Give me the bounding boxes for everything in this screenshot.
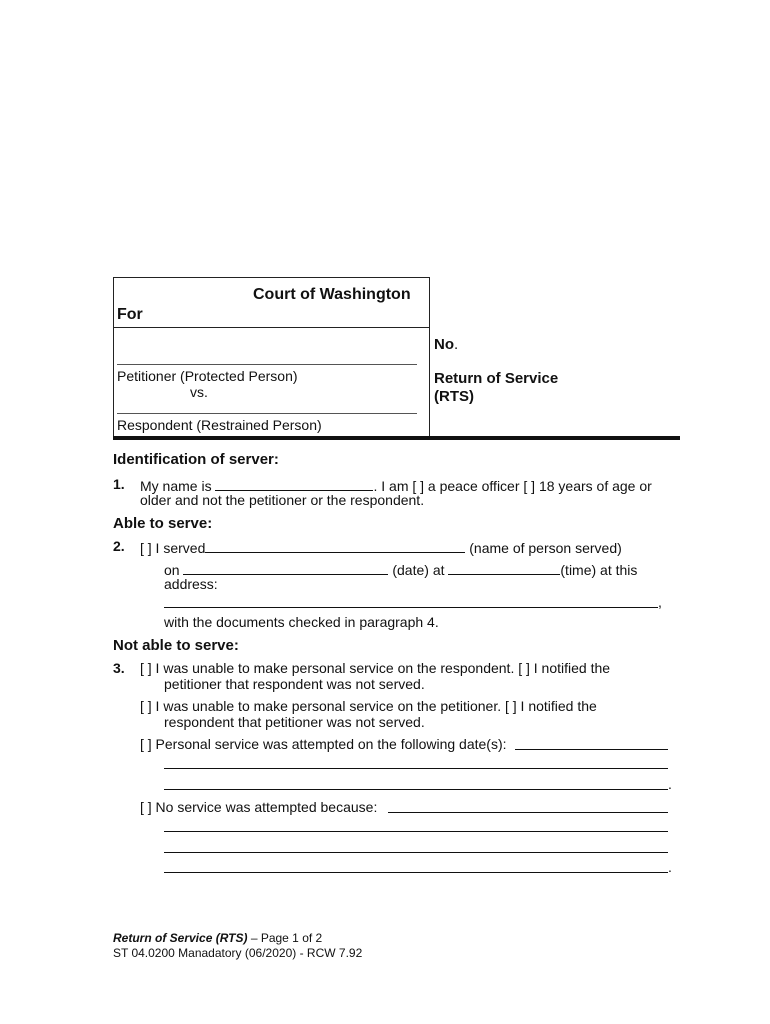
service-time-field[interactable]	[448, 560, 560, 575]
server-status-text: . I am [ ] a peace officer [ ] 18 years of age or	[373, 478, 652, 494]
attempted-dates-period: .	[668, 776, 672, 792]
footer-form-code: ST 04.0200 Manadatory (06/2020) - RCW 7.92	[113, 946, 363, 960]
form-title-line1: Return of Service	[434, 370, 559, 387]
service-address-field[interactable]	[164, 607, 658, 608]
identification-heading: Identification of server:	[113, 451, 279, 468]
unable-respondent-option[interactable]: [ ] I was unable to make personal service on the respondent. [ ] I notified the	[140, 660, 611, 676]
attempted-dates-field-1[interactable]	[515, 749, 668, 750]
caption-divider	[113, 327, 430, 328]
no-service-reason-field-4[interactable]	[164, 872, 668, 873]
no-service-reason-field-1[interactable]	[388, 812, 668, 813]
address-label: address:	[164, 576, 218, 592]
form-title-line2: (RTS)	[434, 388, 474, 405]
attempted-dates-field-2[interactable]	[164, 768, 668, 769]
respondent-name-field[interactable]	[117, 413, 417, 414]
unable-petitioner-line2: respondent that petitioner was not served.	[164, 714, 425, 730]
no-service-reason-field-2[interactable]	[164, 831, 668, 832]
case-number-no: No	[434, 336, 454, 353]
attempted-dates-field-3[interactable]	[164, 789, 668, 790]
unable-petitioner-option[interactable]: [ ] I was unable to make personal service on the petitioner. [ ] I notified the	[140, 698, 597, 714]
person-served-field[interactable]	[205, 538, 465, 553]
item-3-number: 3.	[113, 660, 125, 676]
item-1-line2: older and not the petitioner or the respondent.	[140, 492, 425, 508]
server-name-field[interactable]	[215, 476, 373, 491]
my-name-label: My name is	[140, 478, 212, 494]
date-at-label: (date) at	[392, 562, 445, 578]
item-2-line1	[140, 538, 622, 557]
person-served-hint: (name of person served)	[469, 540, 622, 556]
court-name: Court of Washington	[253, 286, 411, 303]
on-label: on	[164, 562, 180, 578]
item-2-number: 2.	[113, 538, 125, 554]
case-number-period: .	[454, 336, 459, 353]
item-2-line2	[164, 560, 637, 579]
footer-page-number: – Page 1 of 2	[247, 931, 323, 945]
documents-checked-text: with the documents checked in paragraph 4.	[164, 614, 439, 630]
court-for-label: For	[117, 306, 143, 323]
service-date-field[interactable]	[183, 560, 388, 575]
petitioner-name-field[interactable]	[117, 364, 417, 365]
item-1-number: 1.	[113, 476, 125, 492]
i-served-checkbox-label[interactable]: [ ] I served	[140, 540, 206, 556]
not-able-heading: Not able to serve:	[113, 637, 239, 654]
no-service-option[interactable]: [ ] No service was attempted because:	[140, 799, 378, 815]
petitioner-label: Petitioner (Protected Person)	[117, 368, 298, 384]
case-number-label	[434, 336, 458, 353]
address-comma: ,	[658, 594, 662, 610]
versus-label: vs.	[190, 384, 208, 400]
unable-respondent-line2: petitioner that respondent was not served.	[164, 676, 425, 692]
caption-bottom-rule	[113, 436, 680, 440]
attempted-dates-option[interactable]: [ ] Personal service was attempted on the following date(s):	[140, 736, 507, 752]
able-to-serve-heading: Able to serve:	[113, 515, 213, 532]
no-service-period: .	[668, 859, 672, 875]
footer-form-name: Return of Service (RTS)	[113, 931, 248, 945]
no-service-reason-field-3[interactable]	[164, 852, 668, 853]
time-at-label: (time) at this	[560, 562, 638, 578]
respondent-label: Respondent (Restrained Person)	[117, 417, 322, 433]
footer-title	[113, 931, 322, 945]
